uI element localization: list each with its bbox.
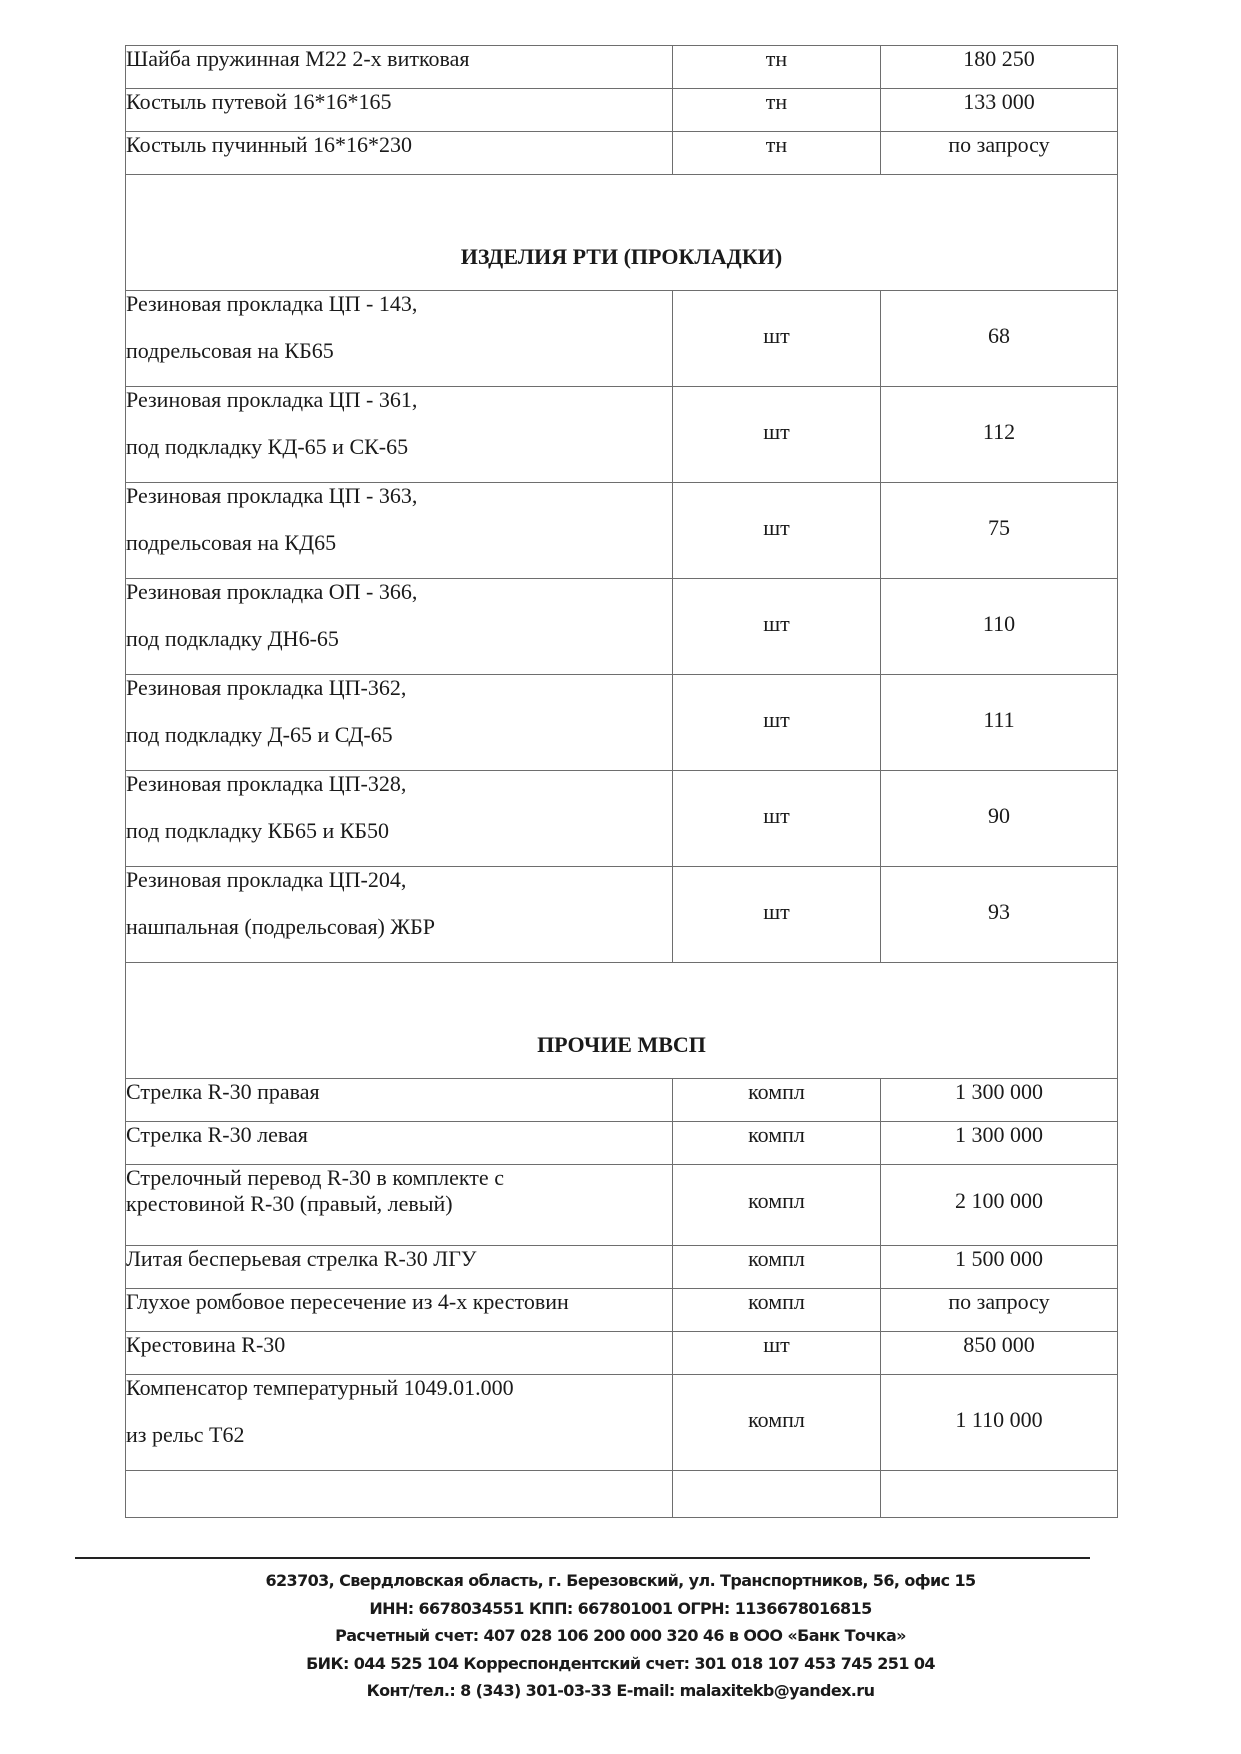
- item-name-line2: под подкладку КД-65 и СК-65: [126, 434, 409, 459]
- item-name: Костыль пучинный 16*16*230: [126, 132, 673, 175]
- item-name: [126, 483, 673, 579]
- item-unit: шт: [673, 867, 881, 963]
- footer-bank-details: БИК: 044 525 104 Корреспондентский счет: 301 018 107 453 745 251 04: [306, 1653, 935, 1673]
- table-row: [126, 291, 1118, 387]
- item-unit: компл: [673, 1375, 881, 1471]
- table-row: [126, 675, 1118, 771]
- item-unit: тн: [673, 46, 881, 89]
- item-price: 110: [881, 579, 1118, 675]
- item-price: 1 300 000: [881, 1122, 1118, 1165]
- item-price: 112: [881, 387, 1118, 483]
- item-name-line1: Резиновая прокладка ЦП - 361,: [126, 387, 418, 412]
- item-price: 1 500 000: [881, 1246, 1118, 1289]
- section-header-row: [126, 963, 1118, 1079]
- item-price: 75: [881, 483, 1118, 579]
- empty-cell: [673, 1471, 881, 1518]
- item-unit: компл: [673, 1246, 881, 1289]
- item-name-line2: из рельс Т62: [126, 1422, 245, 1447]
- footer-divider: [75, 1557, 1090, 1559]
- item-name: [126, 771, 673, 867]
- table-row: [126, 1079, 1118, 1122]
- item-price: 1 300 000: [881, 1079, 1118, 1122]
- item-unit: компл: [673, 1289, 881, 1332]
- item-price: 111: [881, 675, 1118, 771]
- footer-address: 623703, Свердловская область, г. Березовский, ул. Транспортников, 56, офис 15: [265, 1571, 976, 1590]
- table-row: [126, 1375, 1118, 1471]
- item-name: Стрелка R-30 правая: [126, 1079, 673, 1122]
- item-name: [126, 291, 673, 387]
- table-row: [126, 387, 1118, 483]
- table-row: [126, 579, 1118, 675]
- item-price: 2 100 000: [881, 1165, 1118, 1246]
- item-unit: шт: [673, 387, 881, 483]
- item-name-line1: Резиновая прокладка ЦП-328,: [126, 771, 407, 796]
- table-row: [126, 1289, 1118, 1332]
- item-name-line1: Резиновая прокладка ЦП-204,: [126, 867, 407, 892]
- section-title: ПРОЧИЕ МВСП: [126, 963, 1118, 1079]
- item-name-line1: Стрелочный перевод R-30 в комплекте с: [126, 1165, 504, 1190]
- item-name: [126, 675, 673, 771]
- item-name: Глухое ромбовое пересечение из 4-х крестовин: [126, 1289, 673, 1332]
- item-name: [126, 1375, 673, 1471]
- item-name-line1: Резиновая прокладка ЦП-362,: [126, 675, 407, 700]
- empty-cell: [126, 1471, 673, 1518]
- item-unit: шт: [673, 675, 881, 771]
- footer-contact: Конт/тел.: 8 (343) 301-03-33 E-mail: malaxitekb@yandex.ru: [366, 1681, 875, 1700]
- item-name: [126, 867, 673, 963]
- item-name: Стрелка R-30 левая: [126, 1122, 673, 1165]
- item-name-line2: подрельсовая на КБ65: [126, 338, 334, 363]
- item-name-line2: под подкладку КБ65 и КБ50: [126, 818, 390, 843]
- item-price: 90: [881, 771, 1118, 867]
- item-price: 133 000: [881, 89, 1118, 132]
- item-name: [126, 387, 673, 483]
- table-row: [126, 46, 1118, 89]
- item-price: 93: [881, 867, 1118, 963]
- item-name-line2: подрельсовая на КД65: [126, 530, 337, 555]
- item-name: Шайба пружинная М22 2-х витковая: [126, 46, 673, 89]
- item-name-line2: крестовиной R-30 (правый, левый): [126, 1191, 453, 1216]
- table-row: [126, 1165, 1118, 1246]
- section-title: ИЗДЕЛИЯ РТИ (ПРОКЛАДКИ): [126, 175, 1118, 291]
- item-name-line2: нашпальная (подрельсовая) ЖБР: [126, 914, 435, 939]
- item-name-line2: под подкладку ДН6-65: [126, 626, 339, 651]
- price-table: [125, 45, 1118, 1518]
- item-price: по запросу: [881, 132, 1118, 175]
- item-unit: шт: [673, 483, 881, 579]
- item-unit: шт: [673, 771, 881, 867]
- item-unit: компл: [673, 1165, 881, 1246]
- section-header-row: [126, 175, 1118, 291]
- item-name: Крестовина R-30: [126, 1332, 673, 1375]
- item-name: [126, 1165, 673, 1246]
- item-unit: шт: [673, 579, 881, 675]
- item-name-line1: Компенсатор температурный 1049.01.000: [126, 1375, 514, 1400]
- table-row: [126, 867, 1118, 963]
- table-row: [126, 89, 1118, 132]
- table-row: [126, 483, 1118, 579]
- item-unit: шт: [673, 1332, 881, 1375]
- item-name-line1: Резиновая прокладка ОП - 366,: [126, 579, 418, 604]
- item-name-line2: под подкладку Д-65 и СД-65: [126, 722, 393, 747]
- item-unit: тн: [673, 89, 881, 132]
- footer-registration-ids: ИНН: 6678034551 КПП: 667801001 ОГРН: 1136678016815: [369, 1598, 872, 1618]
- table-row: [126, 1122, 1118, 1165]
- item-unit: тн: [673, 132, 881, 175]
- item-unit: компл: [673, 1122, 881, 1165]
- table-row: [126, 1246, 1118, 1289]
- company-footer: [0, 1567, 1241, 1705]
- empty-row: [126, 1471, 1118, 1518]
- empty-cell: [881, 1471, 1118, 1518]
- footer-bank-account: Расчетный счет: 407 028 106 200 000 320 46 в ООО «Банк Точка»: [335, 1626, 906, 1645]
- table-row: [126, 1332, 1118, 1375]
- item-name: Литая бесперьевая стрелка R-30 ЛГУ: [126, 1246, 673, 1289]
- item-name-line1: Резиновая прокладка ЦП - 363,: [126, 483, 418, 508]
- item-price: 1 110 000: [881, 1375, 1118, 1471]
- item-unit: шт: [673, 291, 881, 387]
- item-name: Костыль путевой 16*16*165: [126, 89, 673, 132]
- item-name-line1: Резиновая прокладка ЦП - 143,: [126, 291, 418, 316]
- table-row: [126, 132, 1118, 175]
- item-price: 180 250: [881, 46, 1118, 89]
- item-price: 68: [881, 291, 1118, 387]
- table-row: [126, 771, 1118, 867]
- item-name: [126, 579, 673, 675]
- item-price: по запросу: [881, 1289, 1118, 1332]
- item-unit: компл: [673, 1079, 881, 1122]
- item-price: 850 000: [881, 1332, 1118, 1375]
